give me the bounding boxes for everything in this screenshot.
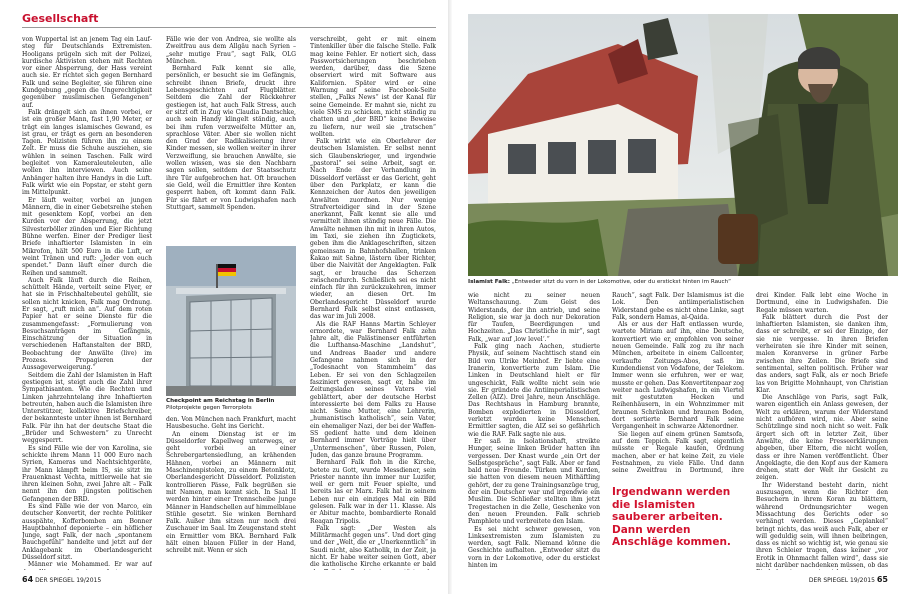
caption-title: Checkpoint am Reichstag in Berlin xyxy=(166,398,275,404)
paragraph: Er saß in Isolationshaft, streikte Hunger, seine linken Brüder hatten ihn vergessen. Der Knast wurde „ein Ort der Selbstgespräche“, sagt Falk. Aber er fand bald neue Freunde. Türken und Kurden, sie hatten von diesem neuen Mithäftling gehört, der zu gene Trainingsanzüge trug, der ein Deutscher war und irgendwie ein Muslim. Die Schließer stellten ihm jetzt Tregestachen in die Zelle, Geschenke von den neuen Freunden. Falk schrieb Pamphlete und verbreitete den Islam. xyxy=(468,437,600,526)
section-label: Gesellschaft xyxy=(22,12,99,25)
paragraph: Falk wirkt wie ein Oberlehrer der deutschen Islamisten. Er selbst nennt sich Glaubenskrieger, und irgendwie „pastoral“ sei seine Arbeit, sagt er. Nach Ende der Verhandlung in Düsseldorf verlässt er das Gericht, geht über den Parkplatz, er kann die Kennzeichen der Autos den jeweiligen Anwälten zuordnen. Nur wenige Strafverteidiger sind in der Szene anerkannt, Falk kennt sie alle und vermittelt ihnen ständig neue Fälle. Die Anwälte nehmen ihn mit in ihren Autos, im Taxi, sie ziehen ihn Zugtickets, geben ihm die Anklageschriften, sitzen gemeinsam in Bahnhofshallen, trinken Kakao mit Sahne, lästern über Richter, über die Naivität der Angeklagten. Falk sagt, er brauche das Scherzen zwischendurch. Schließlich sei es nicht einfach für ihn zurückzukehren, immer wieder, an diesen Ort. Im Oberlandesgericht Düsseldorf wurde Bernhard Falk selbst einst entlassen, das war im Juli 2008. xyxy=(310,138,436,321)
paragraph: den. Von München nach Frankfurt, macht Hausbesuche. Geht ins Gericht. xyxy=(166,416,296,431)
right-page xyxy=(452,0,900,594)
right-column-3 xyxy=(756,292,888,570)
paragraph: Fälle wie der von Andrea, sie wollte als Zweitfrau aus dem Allgäu nach Syrien – „sehr mutige Frau“, sagt Falk, OLG München. xyxy=(166,36,296,65)
header-rule xyxy=(22,27,436,28)
paragraph: Falk sagt: „Der Westen als Militärmacht gegen uns“. Und dort ging und der „Welt, die er „Unerkenntlich“ in Saudi nicht, also Katholik, in der Zeit, ja nicht. Er habe weiter seinen Gott, aber die katholische Kirche erkannte er bald xyxy=(310,524,436,569)
right-issue: DER SPIEGEL 19/2015 xyxy=(808,577,875,584)
caption-subtitle: Pilotprojekte gegen Terrorplots xyxy=(166,405,252,411)
checkpoint-photo xyxy=(166,246,296,396)
falk-photo xyxy=(468,14,898,276)
caption-name: Islamist Falk: xyxy=(468,279,510,285)
paragraph: Es sei nicht schwer gewesen, von Linksextremisten zum Islamisten zu werden, sagt Falk. Niemand könne die Geschichte aufhalten. „Entweder sitzt du vorn in der Lokomotive, oder du erstickst hinten im xyxy=(468,525,600,569)
paragraph: Es sind Fälle wie der von Marco, ein deutscher Konvertit, der rechte Politiker ausspähte, Kofferbomben am Bonner Hauptbahnhof deponierte – ein höflicher Junge, sagt Falk, der nach „spontanem Bauchgefühl“ handelte und jetzt auf der Anklagebank im Oberlandesgericht Düsseldorf sitzt. xyxy=(22,503,152,562)
right-folio xyxy=(809,575,888,584)
left-folio xyxy=(22,575,101,584)
caption-quote: „Entweder sitzt du vorn in der Lokomotive, oder du erstickst hinten im Rauch“ xyxy=(511,279,732,285)
right-page-number: 65 xyxy=(876,575,888,584)
reichstag-checkpoint-image xyxy=(166,246,296,396)
checkpoint-caption xyxy=(166,398,296,412)
paragraph: Bernhard Falk floh in die Kirche, betete zu Gott, wurde Messdiener, sein Priester nannte ihn immer nur Luzifer, weil er gern mit Feuer spielte, und bereits las er Marx. Falk hat in seinem Leben nur ein einziges Mal ein Bild gelesen. Falk war in der 11. Klasse. Als er Abitur machte, bombardierte Ronald Reagan Tripolis. xyxy=(310,459,436,525)
paragraph: Es sind Fälle wie der von Karolina, sie schickte ihrem Mann 11 000 Euro nach Syrien, Kameras und Nachtsichtgeräte, ihr Mann kämpft beim IS, sie sitzt im Frauenknast Vechta, mittlerweile hat sie ihren kleinen Sohn, zwei Jahre alt – Falk nennt ihn den jüngsten politischen Gefangenen der BRD. xyxy=(22,444,152,503)
left-page-number: 64 xyxy=(22,575,34,584)
paragraph: Er läuft weiter, vorbei an jungen Männern, die in einer Gebetsreihe stehen mit gesenktem Kopf, vorbei an den Kurden vor der Absperrung, die jetzt Silvesterböller zünden und Eier Richtung Bühne werfen. Einer der Prediger liest Briefe inhaftierter Islamisten in ein Mikrofon, hält 500 Euro in die Luft, er weint Tränen und ruft: „Jeder von euch spendet.“ Dann läuft einer durch die Reihen und sammelt. xyxy=(22,196,152,277)
falk-caption xyxy=(468,279,898,286)
paragraph: Falk ging nach Aachen, studierte Physik, auf seinem Nachttisch stand ein Bild von Ulrike Meinhof. Er liebte eine Iranerin, konvertierte zum Islam. Die Linken in Deutschland hielt er für ungeschickt, Falk wollte nicht sein wie sie. Er gründete die Antiimperialistischen Zellen (AIZ). Drei Jahre, neun Anschläge. Das Rechtshaus in Hamburg brannte, Bomben explodierten in Düsseldorf, verletzt wurden keine Menschen. Ermittler sagten, die AIZ sei so gefährlich wie die RAF. Falk sagte nie aus. xyxy=(468,343,600,438)
paragraph: Rauch“, sagt Falk. Der Islamismus ist die Lok. Den antiimperialistischen Widerstand gebe es nicht ohne Linke, sagt Falk, sondern Hamas, al-Qaida. xyxy=(612,292,744,321)
pull-quote: Irgendwann werden die Islamisten sauberer arbeiten. Dann werden Anschläge kommen. xyxy=(612,486,731,548)
paragraph: Als die RAF Hanns Martin Schleyer ermordete, war Bernhard Falk zehn Jahre alt, die Palästinenser entführten die Lufthansa-Maschine „Landshut“, und Andreas Baader und andere Gefangene nahmen sich in der „Todesnacht von Stammheim“ das Leben. Er sei von den Schlagzeilen fasziniert gewesen, sagt er, habe im Zeitungsladen seines Vaters viel geblättert, aber der deutsche Herbst interessierte bei dem Falks zu Hause nicht. Seine Mutter, eine Lehrerin, „humanistisch katholisch“, sein Vater, ein ehemaliger Nazi, der bei der Waffen-SS gedient hatte und dem kleinen Bernhard immer Vorträge hielt über „Untermenschen“, über Russen, Polen, Juden, das ganze braune Programm. xyxy=(310,320,436,459)
paragraph: Auch Falk läuft durch die Reihen, schüttelt Hände, verteilt seine Flyer, er hat sie in Frischhaltebeutel gehüllt, sie sollen nicht knicken, Falk mag Ordnung. Er sagt, „ruft mich an“. Auf dem roten Papier hat er seine Dienste für die zusammengefasst: „Formulierung von Besuchsanträgen im Gefängnis, Einschätzung der Situation in verschiedenen Haftanstalten der BRD, Beobachtung der Anwälte (live) im Prozess. Propagieren der Aussageverweigerung.“ xyxy=(22,276,152,372)
paragraph: Ihr Widerstand besteht darin, nicht auszusagen, wenn die Richter den Besuchern in ihrem Koran zu blättern, während Ordnungsrichter wegen Missachtung des Gerichts oder so verhängt werden. Dieses „Geplankel“ bringt nichts, das weiß auch Falk, aber er will geduldig sein, will ihnen beibringen, dass es nicht so wichtig ist, wie genau sie ihren Schleier tragen, dass keiner „vor Erotik in Ohnmacht fallen wird“, dass sie nicht darüber nachdenken müssen, ob das xyxy=(756,481,888,569)
left-page xyxy=(0,0,448,594)
right-column-2 xyxy=(612,292,744,474)
paragraph: Die Anschläge von Paris, sagt Falk, waren eigentlich ein Anlass gewesen, der Welt zu erklären, warum der Widerstand nicht aufhören wird, nie. Aber seine Schützlinge sind noch nicht so weit. Falk ärgert sich oft in letzter Zeit, über Anwälte, die keine Presseerklärungen abgeben, über Eltern, die nicht wollen, dass er ihre Namen veröffentlicht. Über Angeklagte, die den Kopf aus der Kamera drehen, statt der Welt ihr Gesicht zu zeigen. xyxy=(756,394,888,482)
paragraph: verschreibt, geht er mit einem Tintenkiller über die falsche Stelle. Falk mag keine Fehler. Er notiert sich, dass Passwortsicherungen beschrieben werden, darüber, dass die Szene observiert wird mit Software aus Kalifornien. Später wird er eine Warnung auf seine Facebook-Seite stellen, „Falks News“ ist der Kanal für seine Gemeinde. Er mahnt sie, nicht zu viele SMS zu schicken, nicht ständig zu chatten und „der BRD“ keine Beweise zu liefern, nur weil sie „tratschen“ wollten. xyxy=(310,36,436,138)
paragraph: von Wuppertal ist an jenem Tag ein Laufsteg für Deutschlands Extremisten. Hooligans prügeln sich mit der Polizei, kurdische Aktivisten stehen mit Rechten vor einer Absperrung, der Hass vereint auch sie. Er richtet sich gegen Bernhard Falk und seine Begleiter, sie führen eine Kundgebung „gegen die Ungerechtigkeit gegenüber muslimischen Gefangenen“ auf. xyxy=(22,36,152,109)
right-column-1 xyxy=(468,292,600,570)
paragraph: Bernhard Falk kennt sie alle, persönlich, er besucht sie im Gefängnis, schreibt ihnen Briefe, druckt ihre Lebensgeschichten auf Flugblätter. Seitdem die Zahl der Rückkehrer gestiegen ist, hat auch Falk Stress, auch er sitzt oft in Zug wie Claudia Dantschke, auch sein Handy klingelt ständig, auch bei ihm rufen verzweifelte Mütter an, sprachlose Väter. Aber sie wollen nicht den Grad der Radikalisierung ihrer Kinder messen, sie wollen weiter in ihrer Verzweiflung, sie brauchen Anwälte, sie wollen wissen, was sie den Nachbarn sagen sollen, seitdem der Staatsschutz ihre Tür aufgebrochen hat. Oft brauchen sie Geld, weil die Ermittler ihre Konten gesperrt haben, oft kommt dann Falk. Für sie fährt er von Ludwigshafen nach Stuttgart, sammelt Spenden. xyxy=(166,65,296,211)
left-issue: DER SPIEGEL 19/2015 xyxy=(35,577,102,584)
paragraph: drei Kinder. Falk lebt eine Woche in Dortmund, eine in Ludwigshafen. Die Regale müssen warten. xyxy=(756,292,888,314)
paragraph: Seitdem die Zahl der Islamisten in Haft gestiegen ist, steigt auch die Zahl ihrer Sympathisanten. Wie die Rechten und Linken jahrzehntelang ihre Inhaftierten betreuten, haben auch die Islamisten ihre Unterstützer, kollektive Briefschreiber, der bekannteste unter ihnen ist Bernhard Falk. Für ihn hat der deutsche Staat die „Brüder und Schwestern“ zu Unrecht weggesperrt. xyxy=(22,371,152,445)
paragraph: Sie liegen auf einem grünen Samtsofa, auf dem Teppich. Falk sagt, eigentlich müsste er Regale kaufen, Ordnung machen, aber er hat keine Zeit, zu viele Festnahmen, zu viele Fälle. Und dann seine Zweitfrau in Dortmund, ihre xyxy=(612,430,744,474)
islamist-falk-image xyxy=(468,14,898,276)
paragraph: An einem Dienstag ist er im Düsseldorfer Kapellweg unterwegs, er geht vorbei an einer Schrebergartensiedlung, an krähenden Hähnen, vorbei an Männern mit Maschinenpistolen, zu einem Betonklotz, Oberlandesgericht Düsseldorf. Polizisten kontrollieren Pässe, Falk begrüßen sie mit Namen, man kennt sich. In Saal II werden hinter einer Trennscheibe junge Männer in Handschellen auf himmelblaue Stühle gesetzt. Sie winken Bernhard Falk. Außer ihm sitzen nur noch drei Zuschauer im Saal. Im Zeugenstand steht ein Ermittler vom BKA. Bernhard Falk hält einen blauen Füller in der Hand, schreibt mit. Wenn er sich xyxy=(166,430,296,555)
left-column-2-top xyxy=(166,36,296,242)
paragraph: Männer wie Mohammed. Er war auf xyxy=(28,561,152,569)
left-column-1 xyxy=(22,36,152,570)
left-column-2-bottom xyxy=(166,416,296,570)
paragraph: wie nicht zu seiner neuen Weltanschauung. Zum Geist des Widerstands, der ihn antrieb, und seine Religion, sie war ja doch nur Dekoration für Taufen, Beerdigungen und Hochzeiten. „Das Christliche in mir“, sagt Falk, „war auf ‚low level‘.“ xyxy=(468,292,600,343)
left-column-3 xyxy=(310,36,436,570)
paragraph: Falk blättert durch die Post der inhaftierten Islamisten, sie danken ihm, dass er schreibt, er sei der Einzige, der sie nie vergesse. In ihren Briefen verheiraten sie ihre Kinder mit seinen, malen Koranverse in grüner Farbe zwischen ihre Zeilen. Die Briefe sind sentimental, selten politisch. Früher war das anders, sagt Falk, als er noch Briefe las von Brigitte Mohnhaupt, von Christian Klar. xyxy=(756,313,888,394)
paragraph: Falk drängelt sich an ihnen vorbei, er ist ein großer Mann, fast 1,90 Meter, er trägt ein langes islamisches Gewand, es ist grau, er trägt es gern an besonderen Tagen. Polizisten führen ihn zu einem Zelt. Er muss die Schuhe ausziehen, sie wühlen in seinen Taschen. Falk wird begleitet von Kameraleuteleuten, alle wollen ihn interviewen. Auch seine Anhänger halten ihre Handys in die Luft. Falk wirkt wie ein Popstar, er steht gern im Mittelpunkt. xyxy=(22,108,152,197)
paragraph: Als er aus der Haft entlassen wurde, wartete Miriam auf ihn, eine Deutsche, konvertiert wie er, empfohlen von seiner neuen Gemeinde. Falk zog zu ihr nach München, arbeitete in einem Callcenter, verkaufte Zeitungs-Abos, saß im Kundendienst von Vodafone, der Telekom. Immer wenn sie erfuhren, wer er war, musste er gehen. Das Konvertitenpaar zog weiter nach Ludwigshafen, in ein Viertel mit gestutzten Hecken und Reihenhäusern, in ein Wohnzimmer mit braunen Schränken und braunen Boden, dort sortierte Bernhard Falk seine Vergangenheit in schwarze Aktenordner. xyxy=(612,321,744,431)
